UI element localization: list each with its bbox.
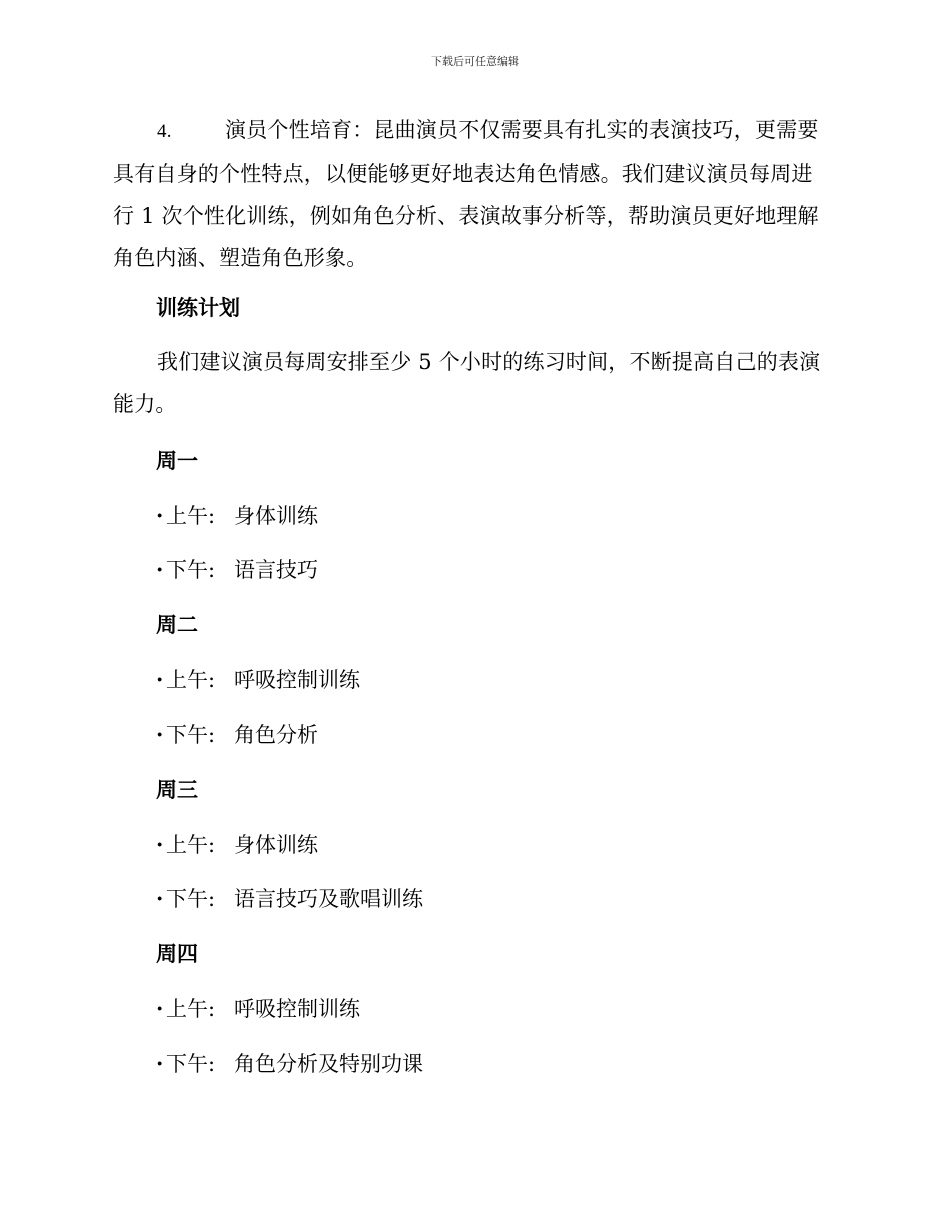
page-header: 下载后可任意编辑	[431, 55, 519, 68]
day-heading-monday: 周一	[156, 449, 198, 473]
time-label: 下午:	[166, 887, 216, 911]
schedule-item	[156, 552, 318, 588]
activity-text: 语言技巧	[234, 558, 318, 582]
section-heading: 训练计划	[156, 296, 240, 320]
paragraph-text: 演员个性培育：昆曲演员不仅需要具有扎实的表演技巧，更需要具有自身的个性特点，以便能够更好地表达角色情感。我们建议演员每周进行 1 次个性化训练，例如角色分析、表演故事分析等，帮助演员更好地理解角色内涵、塑造角色形象。	[113, 118, 819, 270]
day-heading-tuesday: 周二	[156, 613, 198, 637]
time-label: 下午:	[166, 723, 216, 747]
activity-text: 呼吸控制训练	[234, 668, 360, 692]
schedule-item	[156, 881, 423, 917]
bullet-icon: ·	[156, 667, 164, 692]
activity-text: 角色分析	[234, 723, 318, 747]
schedule-item	[156, 827, 318, 863]
bullet-icon: ·	[156, 1051, 164, 1076]
bullet-icon: ·	[156, 886, 164, 911]
activity-text: 身体训练	[234, 504, 318, 528]
schedule-item	[156, 717, 318, 753]
bullet-icon: ·	[156, 996, 164, 1021]
numbered-paragraph	[113, 109, 833, 279]
time-label: 上午:	[166, 997, 216, 1021]
schedule-item	[156, 498, 318, 534]
time-label: 上午:	[166, 504, 216, 528]
schedule-item	[156, 1046, 423, 1082]
bullet-icon: ·	[156, 832, 164, 857]
schedule-item	[156, 991, 360, 1027]
activity-text: 语言技巧及歌唱训练	[234, 887, 423, 911]
time-label: 上午:	[166, 833, 216, 857]
time-label: 下午:	[166, 558, 216, 582]
activity-text: 呼吸控制训练	[234, 997, 360, 1021]
time-label: 上午:	[166, 668, 216, 692]
schedule-item	[156, 662, 360, 698]
bullet-icon: ·	[156, 503, 164, 528]
paragraph-number: 4.	[157, 121, 172, 142]
bullet-icon: ·	[156, 722, 164, 747]
intro-paragraph: 我们建议演员每周安排至少 5 个小时的练习时间，不断提高自己的表演能力。	[113, 350, 821, 416]
bullet-icon: ·	[156, 557, 164, 582]
time-label: 下午:	[166, 1052, 216, 1076]
activity-text: 身体训练	[234, 833, 318, 857]
activity-text: 角色分析及特别功课	[234, 1052, 423, 1076]
day-heading-thursday: 周四	[156, 942, 198, 966]
day-heading-wednesday: 周三	[156, 778, 198, 802]
